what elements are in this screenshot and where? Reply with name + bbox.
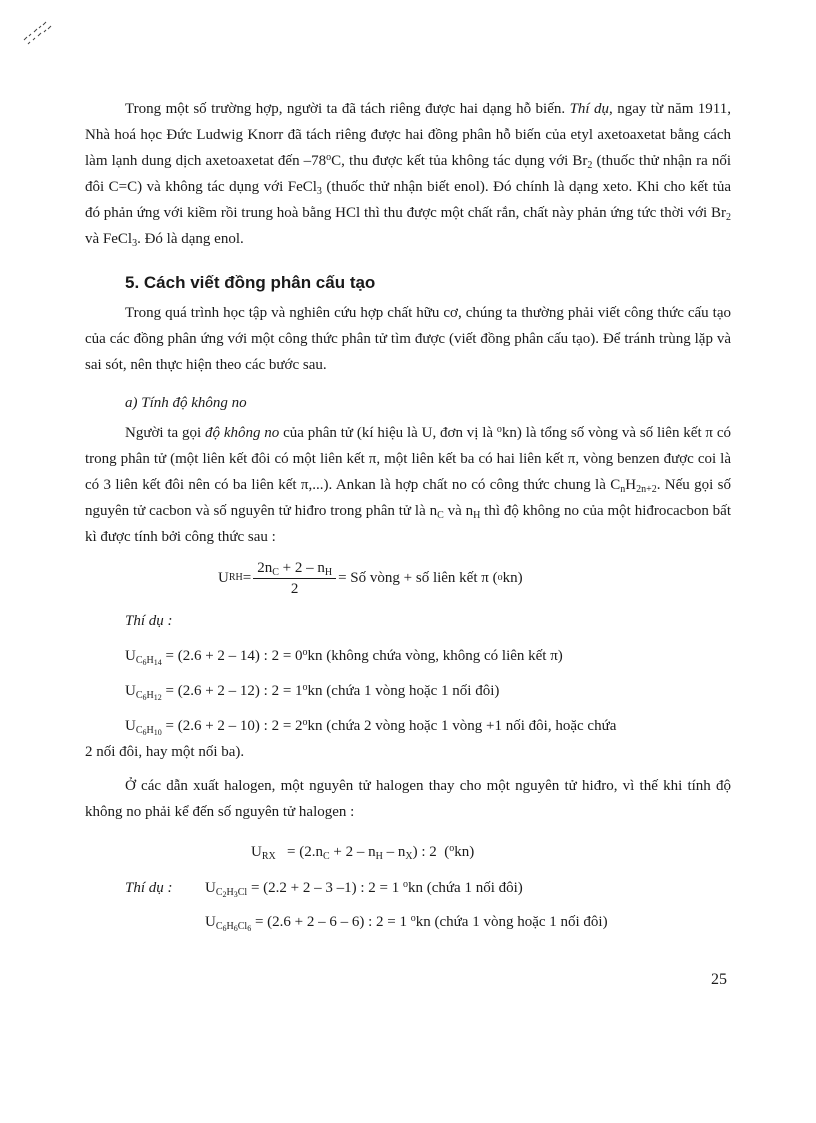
- halogen-example-c6h6cl6: $U_{C_6H_6Cl_6} = (2.6 + 2 - 6 - 6)$ : 2 = 1 $^o$kn (chứa 1 vòng hoặc 1 nối đôi): [205, 913, 608, 933]
- page-content: [85, 96, 731, 935]
- example-c6h14: $U_{C_6H_{14}} = (2.6 + 2 - 14)$ : $2 = 0^okn$ (không chứa vòng, không có liên kết π): [125, 647, 563, 667]
- term-do-khong-no: độ không no: [205, 425, 280, 441]
- example-c6h10: $U_{C_6H_{10}} = (2.6 + 2 - 10)$ : $2 = 2^okn$ (chứa 2 vòng hoặc 1 vòng +1 nối đôi, hoặc chứa: [125, 717, 617, 737]
- page-number: 25: [711, 971, 727, 988]
- example-c6h12: $U_{C_6H_{12}} = (2.6 + 2 - 12)$ : $2 = 1^okn$ (chứa 1 vòng hoặc 1 nối đôi): [125, 682, 500, 702]
- paragraph-halogen-derivatives: Ở các dẫn xuất halogen, một nguyên tử halogen thay cho một nguyên tử hiđro, vì thế khi tính độ không no phải kể đến số nguyên tử halogen :: [85, 778, 731, 820]
- corner-scribble-mark: [20, 18, 58, 48]
- fraction: $\frac{2n_C + 2 - n_H}{2}$: [253, 558, 336, 599]
- halogen-example-c2h3cl: Thí dụ : $U_{C_2H_3Cl} = (2.2 + 2 - 3$ –1) : 2 = 1 $^o$kn (chứa 1 nối đôi): [125, 879, 523, 899]
- example-label-1: Thí dụ :: [125, 613, 173, 629]
- example-c6h10-continued: 2 nối đôi, hay một nối ba).: [85, 744, 245, 760]
- subsection-a-heading: a) Tính độ không no: [125, 395, 247, 411]
- paragraph-tautomer-isolation: Trong một số trường hợp, người ta đã tách riêng được hai dạng hỗ biến. Thí dụ, ngay từ năm 1911, Nhà hoá học Đức Ludwig Knorr đã tách riêng được hai đồng phân hỗ biến của etyl axetoaxetat bằng cách làm lạnh dung dịch axetoaxetat đến –78$^o$C, thu được kết tủa không tác dụng với $Br_2$ (thuốc thử nhận ra nối đôi C=C) và không tác dụng với FeCl$_3$ (thuốc thử nhận biết enol). Đó chính là dạng xeto. Khi cho kết tủa đó phản ứng với kiềm rồi trung hoà bằng HCl thì thu được một chất rắn, chất này phản ứng tức thời với $Br_2$ và FeCl$_3$. Đó là dạng enol.: [85, 101, 731, 249]
- paragraph-intro-isomers: Trong quá trình học tập và nghiên cứu hợp chất hữu cơ, chúng ta thường phải viết công thức cấu tạo của các đồng phân ứng với một công thức phân tử tìm được (viết đồng phân cấu tạo). Để tránh trùng lặp và sai sót, nên thực hiện theo các bước sau.: [85, 305, 731, 373]
- paragraph-unsaturation-definition: Người ta gọi độ không no của phân tử (kí hiệu là U, đơn vị là $^o$kn) là tổng số vòng và số liên kết π có trong phân tử (một liên kết đôi có một liên kết π, một liên kết ba có hai liên kết π, vòng benzen được coi là có 3 liên kết đôi nên có ba liên kết π,...). Ankan là hợp chất no có công thức chung là $C_nH_{2n+2}$. Nếu gọi số nguyên tử cacbon và số nguyên tử hiđro trong phân tử là $n_C$ và $n_H$ thì độ không no của một hiđrocacbon bất kì được tính bởi công thức sau :: [85, 424, 731, 545]
- example-label: Thí dụ: [569, 101, 610, 117]
- section-5-heading: 5. Cách viết đồng phân cấu tạo: [125, 273, 376, 292]
- formula-urx: $U_{RX} = (2.n_C + 2 - n_H - n_X)$ : 2 ($^o$kn): [251, 843, 475, 862]
- formula-urh: U RH = $\frac{2n_C + 2 - n_H}{2}$ = Số vòng + số liên kết π ( o kn): [218, 559, 523, 597]
